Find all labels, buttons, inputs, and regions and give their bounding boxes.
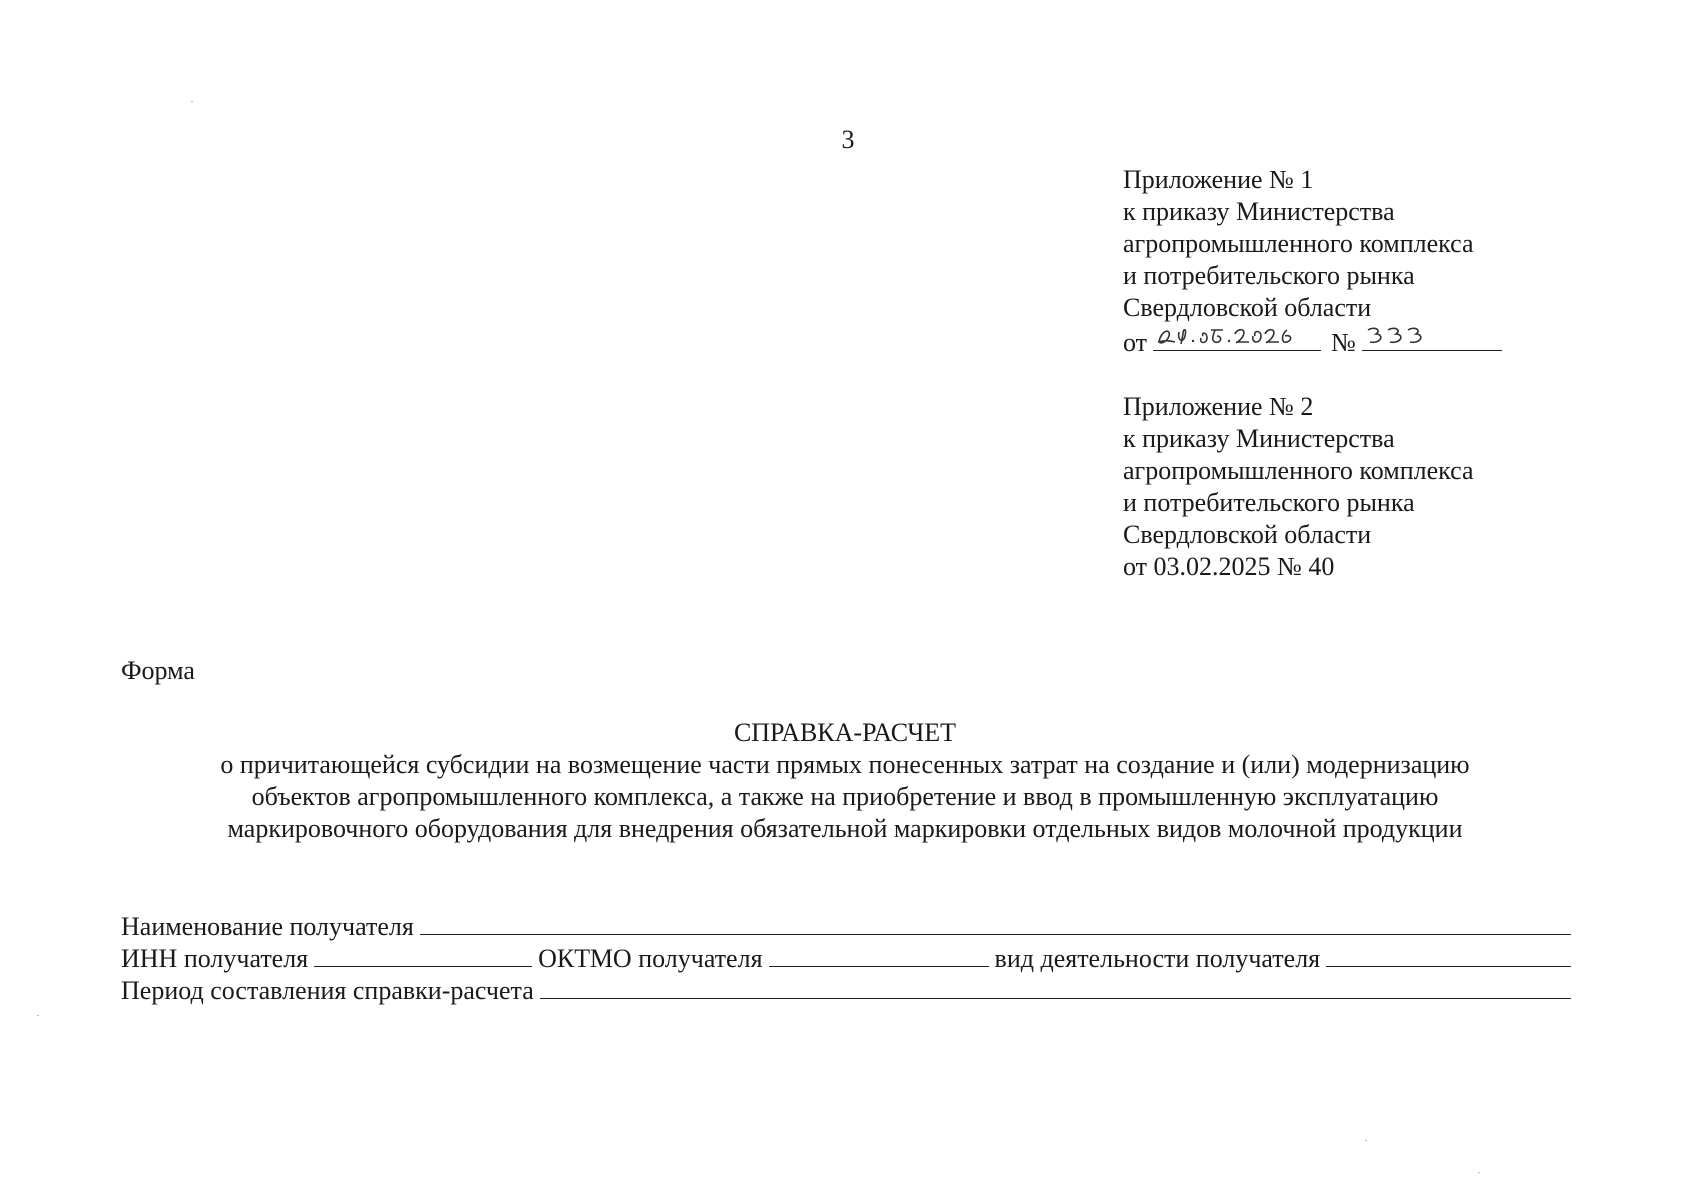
appendix-1-line: и потребительского рынка bbox=[1123, 261, 1415, 290]
document-subtitle-line: о причитающейся субсидии на возмещение части прямых понесенных затрат на создание и (или) модернизацию bbox=[220, 750, 1470, 779]
document-subtitle-line: маркировочного оборудования для внедрения обязательной маркировки отдельных видов молочной продукции bbox=[227, 814, 1463, 843]
recipient-name-label: Наименование получателя bbox=[121, 912, 414, 941]
appendix-2-block bbox=[1123, 391, 1583, 583]
appendix-2-line: агропромышленного комплекса bbox=[1123, 456, 1474, 485]
scan-speck bbox=[1365, 1140, 1367, 1141]
appendix-2-line: Свердловской области bbox=[1123, 520, 1372, 549]
period-row bbox=[121, 975, 1571, 1007]
document-title-block bbox=[120, 717, 1570, 845]
inn-blank[interactable] bbox=[314, 944, 532, 967]
appendix-2-line: и потребительского рынка bbox=[1123, 488, 1415, 517]
oktmo-blank[interactable] bbox=[769, 944, 989, 967]
scan-speck bbox=[191, 101, 193, 102]
appendix-1-date-line bbox=[1123, 324, 1583, 356]
document-subtitle-line: объектов агропромышленного комплекса, а также на приобретение и ввод в промышленную эксплуатацию bbox=[251, 782, 1439, 811]
appendix-1-line: Свердловской области bbox=[1123, 293, 1372, 322]
appendix-2-line: от 03.02.2025 № 40 bbox=[1123, 552, 1335, 581]
period-blank[interactable] bbox=[540, 976, 1571, 999]
recipient-name-blank[interactable] bbox=[420, 912, 1571, 935]
scan-speck bbox=[1478, 1172, 1480, 1173]
document-title: СПРАВКА-РАСЧЕТ bbox=[733, 718, 957, 747]
recipient-fields bbox=[121, 911, 1571, 1007]
appendix-1-line: Приложение № 1 bbox=[1123, 165, 1314, 194]
oktmo-label: ОКТМО получателя bbox=[538, 944, 763, 973]
appendix-2-line: к приказу Министерства bbox=[1123, 424, 1395, 453]
appendix-1-line: к приказу Министерства bbox=[1123, 197, 1395, 226]
inn-oktmo-activity-row bbox=[121, 943, 1571, 975]
activity-blank[interactable] bbox=[1326, 944, 1571, 967]
appendix-1-block bbox=[1123, 164, 1583, 356]
handwritten-date-field bbox=[1153, 324, 1321, 351]
scan-speck bbox=[37, 1015, 39, 1016]
inn-label: ИНН получателя bbox=[121, 944, 309, 973]
handwritten-number-field bbox=[1362, 324, 1502, 351]
recipient-name-row bbox=[121, 911, 1571, 943]
page-number: 3 bbox=[841, 125, 855, 154]
date-prefix: от bbox=[1123, 328, 1148, 357]
form-label: Форма bbox=[121, 656, 195, 685]
appendix-1-line: агропромышленного комплекса bbox=[1123, 229, 1474, 258]
number-sign: № bbox=[1331, 328, 1356, 357]
period-label: Период составления справки-расчета bbox=[121, 976, 534, 1005]
handwritten-number-signature bbox=[1362, 322, 1442, 348]
handwritten-date-signature bbox=[1153, 322, 1313, 348]
activity-label: вид деятельности получателя bbox=[994, 944, 1321, 973]
appendix-2-line: Приложение № 2 bbox=[1123, 392, 1314, 421]
